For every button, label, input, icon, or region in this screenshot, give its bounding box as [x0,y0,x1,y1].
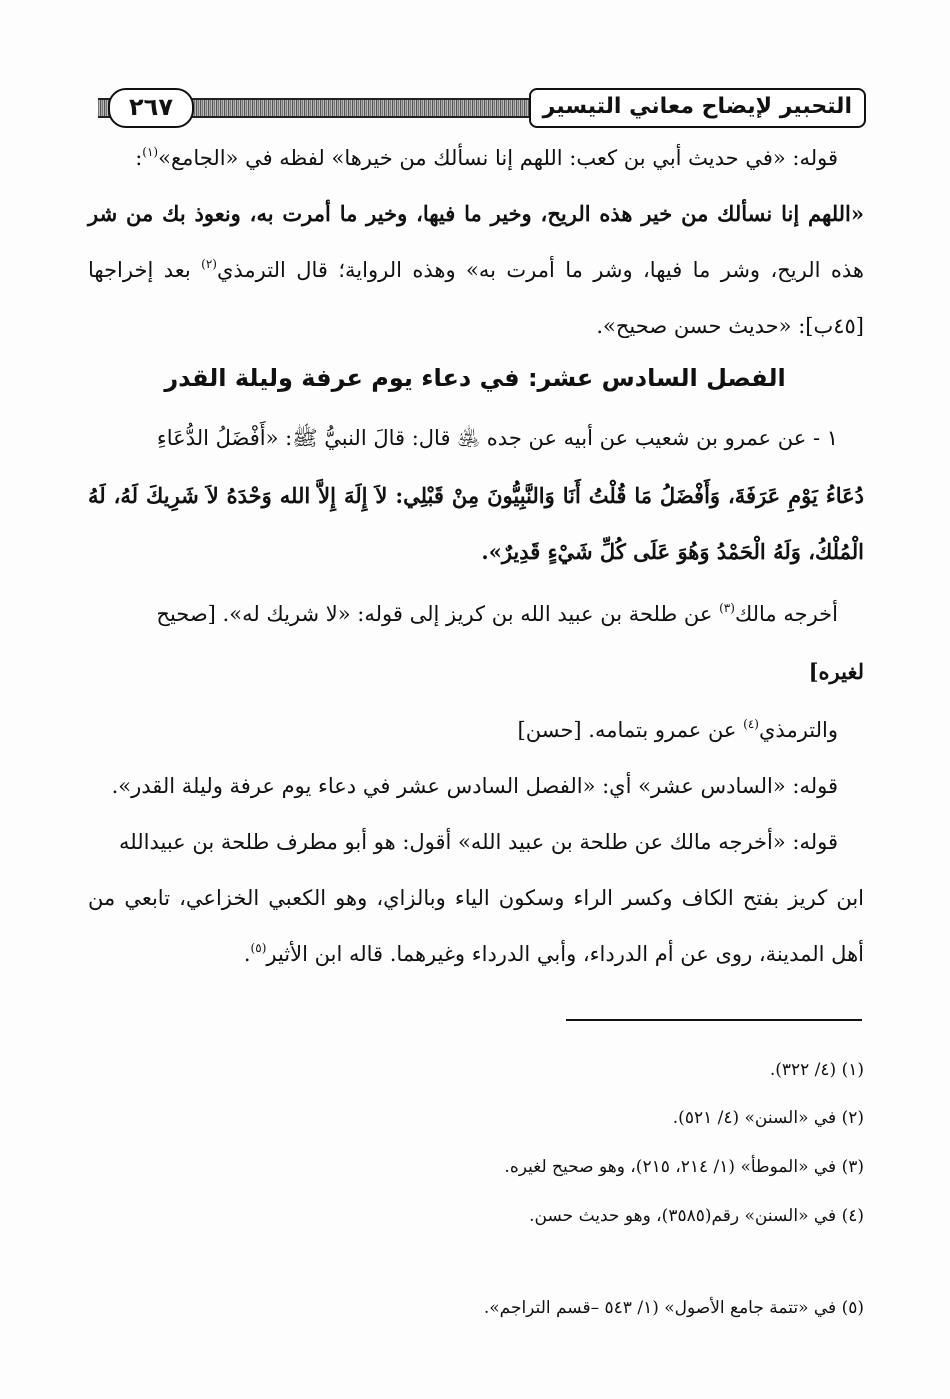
takhrij-line: لغيره] [808,659,864,684]
footnote-ref[interactable]: (٤) [743,717,759,731]
footnote-ref[interactable]: (٣) [719,601,735,615]
paragraph-line: «اللهم إنا نسألك من خير هذه الريح، وخير ما فيها، وخير ما أمرت به، ونعوذ بك من شر [88,201,864,226]
commentary-line [88,939,864,972]
footnote-divider [566,1019,862,1021]
footnote: (٣) في «الموطأ» (١/ ٢١٤، ٢١٥)، وهو صحيح لغيره. [504,1157,864,1177]
hadith-line: دُعَاءُ يَوْمِ عَرَفَةَ، وَأَفْضَلُ مَا قُلْتُ أَنَا وَالنَّبِيُّونَ مِنْ قَبْلِي: لاَ إِلَهَ إِلاَّ الله وَحْدَهُ لاَ شَرِيكَ لَهُ، لَهُ [88,483,864,508]
text: عن عمرو بتمامه. [حسن] [517,718,737,742]
footnote-ref[interactable]: (٢) [201,257,217,271]
footnote-ref[interactable]: (١) [142,145,159,159]
takhrij-line [88,715,838,748]
text: . [243,942,251,966]
hadith-line: الْمُلْكُ، وَلَهُ الْحَمْدُ وَهُوَ عَلَى كُلِّ شَيْءٍ قَدِيرٌ». [481,539,864,564]
text: قوله: «في حديث أبي بن كعب: اللهم إنا نسألك من خيرها» لفظه في «الجامع» [158,146,838,170]
text: بعد إخراجها [88,258,191,282]
paragraph-line [88,143,838,176]
takhrij-line [88,599,838,632]
hadith-line: ١ - عن عمرو بن شعيب عن أبيه عن جده ﵁ قال: قالَ النبيُّ ﷺ: «أَفْضَلُ الدُّعَاءِ [156,426,838,450]
footnote: (٥) في «تتمة جامع الأصول» (١/ ٥٤٣ –قسم التراجم». [483,1298,864,1318]
text: أخرجه مالك [734,602,838,626]
text: عن طلحة بن عبيد الله بن كريز إلى قوله: «لا شريك له». [صحيح [156,602,713,626]
commentary-line: قوله: «السادس عشر» أي: «الفصل السادس عشر في دعاء يوم عرفة وليلة القدر». [111,774,838,798]
commentary-line: ابن كريز بفتح الكاف وكسر الراء وسكون الياء وبالزاي، وهو الكعبي الخزاعي، تابعي من [88,886,864,910]
text: والترمذي [758,718,838,742]
book-title: التحبير لإيضاح معاني التيسير [529,88,866,128]
text: أهل المدينة، روى عن أم الدرداء، وأبي الدرداء وغيرهما. قاله ابن الأثير [266,942,864,966]
footnote-ref[interactable]: (٥) [250,941,267,955]
commentary-line: قوله: «أخرجه مالك عن طلحة بن عبيد الله» أقول: هو أبو مطرف طلحة بن عبيدالله [119,830,838,854]
page-number: ٢٦٧ [108,88,194,128]
footnote: (٢) في «السنن» (٤/ ٥٢١). [672,1108,864,1128]
text: : [135,146,143,170]
paragraph-line [88,255,864,288]
text: هذه الريح، وشر ما فيها، وشر ما أمرت به» وهذه الرواية؛ قال الترمذي [216,258,864,282]
footnote: (٤) في «السنن» رقم(٣٥٨٥)، وهو حديث حسن. [529,1206,864,1226]
footnote: (١) (٤/ ٣٢٢). [769,1060,864,1080]
section-heading: الفصل السادس عشر: في دعاء يوم عرفة وليلة القدر [164,364,786,392]
page-header [98,88,866,128]
paragraph-line: [٤٥ب]: «حديث حسن صحيح». [596,314,864,338]
